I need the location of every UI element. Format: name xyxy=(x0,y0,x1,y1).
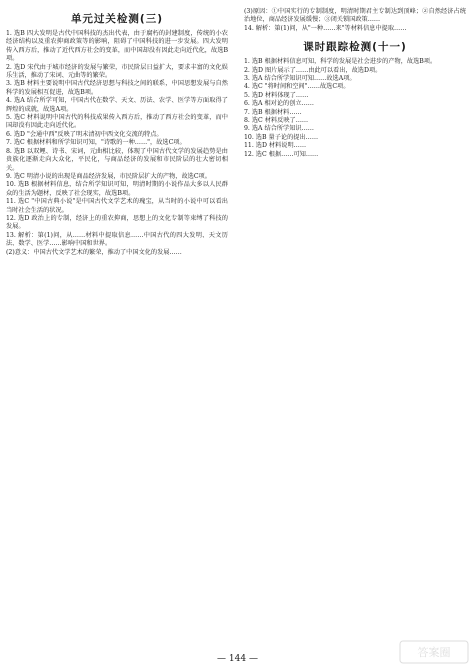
answer-paragraph: 14. 解析：第(1)问，从"一种……来"等材料信息中提取…… xyxy=(244,24,407,32)
answer-paragraph: 1. 选B 根据材料信息可知，科学的发展是社会进步的产物，故选B项。 xyxy=(244,58,437,66)
answer-paragraph: 10. 选B 根据材料信息，结合所学知识可知，明清时期的小说作品大多以人民群众的生活为题材，反映了社会现实，故选B项。 xyxy=(6,181,228,197)
answer-paragraph: 2. 选D 图片展示了……由此可以看出，故选D项。 xyxy=(244,66,382,74)
answer-paragraph: 6. 选D "会通中西"反映了明末清初中西文化交流的特点。 xyxy=(6,130,163,138)
answer-paragraph: (3)原因：①中国实行的专制制度，明清时期君主专制达到顶峰；②自然经济占统治地位，商品经济发展缓慢；③闭关锁国政策…… xyxy=(244,8,466,24)
answer-paragraph: (2)意义：中国古代文学艺术的繁荣，推动了中国文化的发展…… xyxy=(6,248,182,256)
answer-paragraph: 8. 选B 以双鲤、诗书、宋词，元曲相比较，体现了中国古代文学的发展趋势是由贵族化逐渐走向大众化，平民化，与商品经济的发展和市民阶层的壮大密切相关。 xyxy=(6,147,228,172)
answer-paragraph: 12. 选C 根据……可知…… xyxy=(244,150,319,158)
section-heading-lesson-check: 课时跟踪检测(十一) xyxy=(303,41,407,54)
answer-paragraph: 5. 选D 材料体现了…… xyxy=(244,91,309,99)
answer-paragraph: 11. 选D 材料说明…… xyxy=(244,142,307,150)
answer-paragraph: 11. 选C "中国古典小说"是中国古代文学艺术的瑰宝，从当时的小说中可以看出当时社会生活的状况。 xyxy=(6,198,228,214)
answer-paragraph: 9. 选A 结合所学知识…… xyxy=(244,125,314,133)
page-number: — 144 — xyxy=(217,654,258,664)
answer-paragraph: 9. 选C 明清小说的出现是商品经济发展，市民阶层扩大的产物，故选C项。 xyxy=(6,172,211,180)
answer-paragraph: 8. 选C 材料反映了…… xyxy=(244,117,309,125)
answer-paragraph: 1. 选B 四大发明是古代中国科技的杰出代表，由于腐朽的封建制度，传统的小农经济结构以及重农抑商政策等的影响，阻碍了中国科技的进一步发展。四大发明传入西方后，推动了近代西方社会的变革，而中国却没有因此走向近代化，故选B项。 xyxy=(6,30,228,63)
right-intro-list xyxy=(244,8,466,33)
answer-paragraph: 12. 选D 政治上的专制，经济上的重农抑商，思想上的文化专制等束缚了科技的发展。 xyxy=(6,214,228,231)
right-column xyxy=(244,8,466,159)
answer-paragraph: 2. 选D 宋代由于城市经济的发展与繁荣，市民阶层日益扩大，要求丰富的文化娱乐生活，推动了宋词、元曲等的繁荣。 xyxy=(6,63,228,80)
answer-paragraph: 4. 选A 结合所学可知，中国古代在数学、天文、历法、农学、医学等方面取得了辉煌的成就，故选A项。 xyxy=(6,97,228,113)
answer-paragraph: 5. 选C 材料说明中国古代的科技成果传入西方后，推动了西方社会的变革，而中国却没有因此走向近代化。 xyxy=(6,114,228,130)
right-answer-list xyxy=(244,58,466,159)
answer-paragraph: 6. 选A 相对论的创立…… xyxy=(244,100,314,108)
answer-paragraph: 7. 选B 根据材料…… xyxy=(244,108,302,116)
answer-paragraph: 3. 选A 结合所学知识可知……故选A项。 xyxy=(244,75,356,83)
answer-paragraph: 13. 解析：第(1)问，从……材料中提取信息……中国古代的四大发明、天文历法、数学、医学……影响中国和世界。 xyxy=(6,231,228,248)
answer-paragraph: 10. 选B 量子论的提出…… xyxy=(244,133,319,141)
answer-paragraph: 3. 选B 材料主要说明中国古代经济思想与科技之间的联系，中国思想发展与自然科学的发展相互促进，故选B项。 xyxy=(6,80,228,96)
left-column xyxy=(6,8,228,257)
left-answer-list xyxy=(6,30,228,257)
section-heading-unit-test: 单元过关检测(三) xyxy=(70,13,164,25)
answer-paragraph: 7. 选C 根据材料和所学知识可知，"诗歌的一种……"，故选C项。 xyxy=(6,139,186,147)
answer-paragraph: 4. 选C "将时间和空间"……故选C项。 xyxy=(244,83,350,91)
watermark-logo xyxy=(399,640,469,664)
watermark-text: 答案圈 xyxy=(417,646,451,659)
